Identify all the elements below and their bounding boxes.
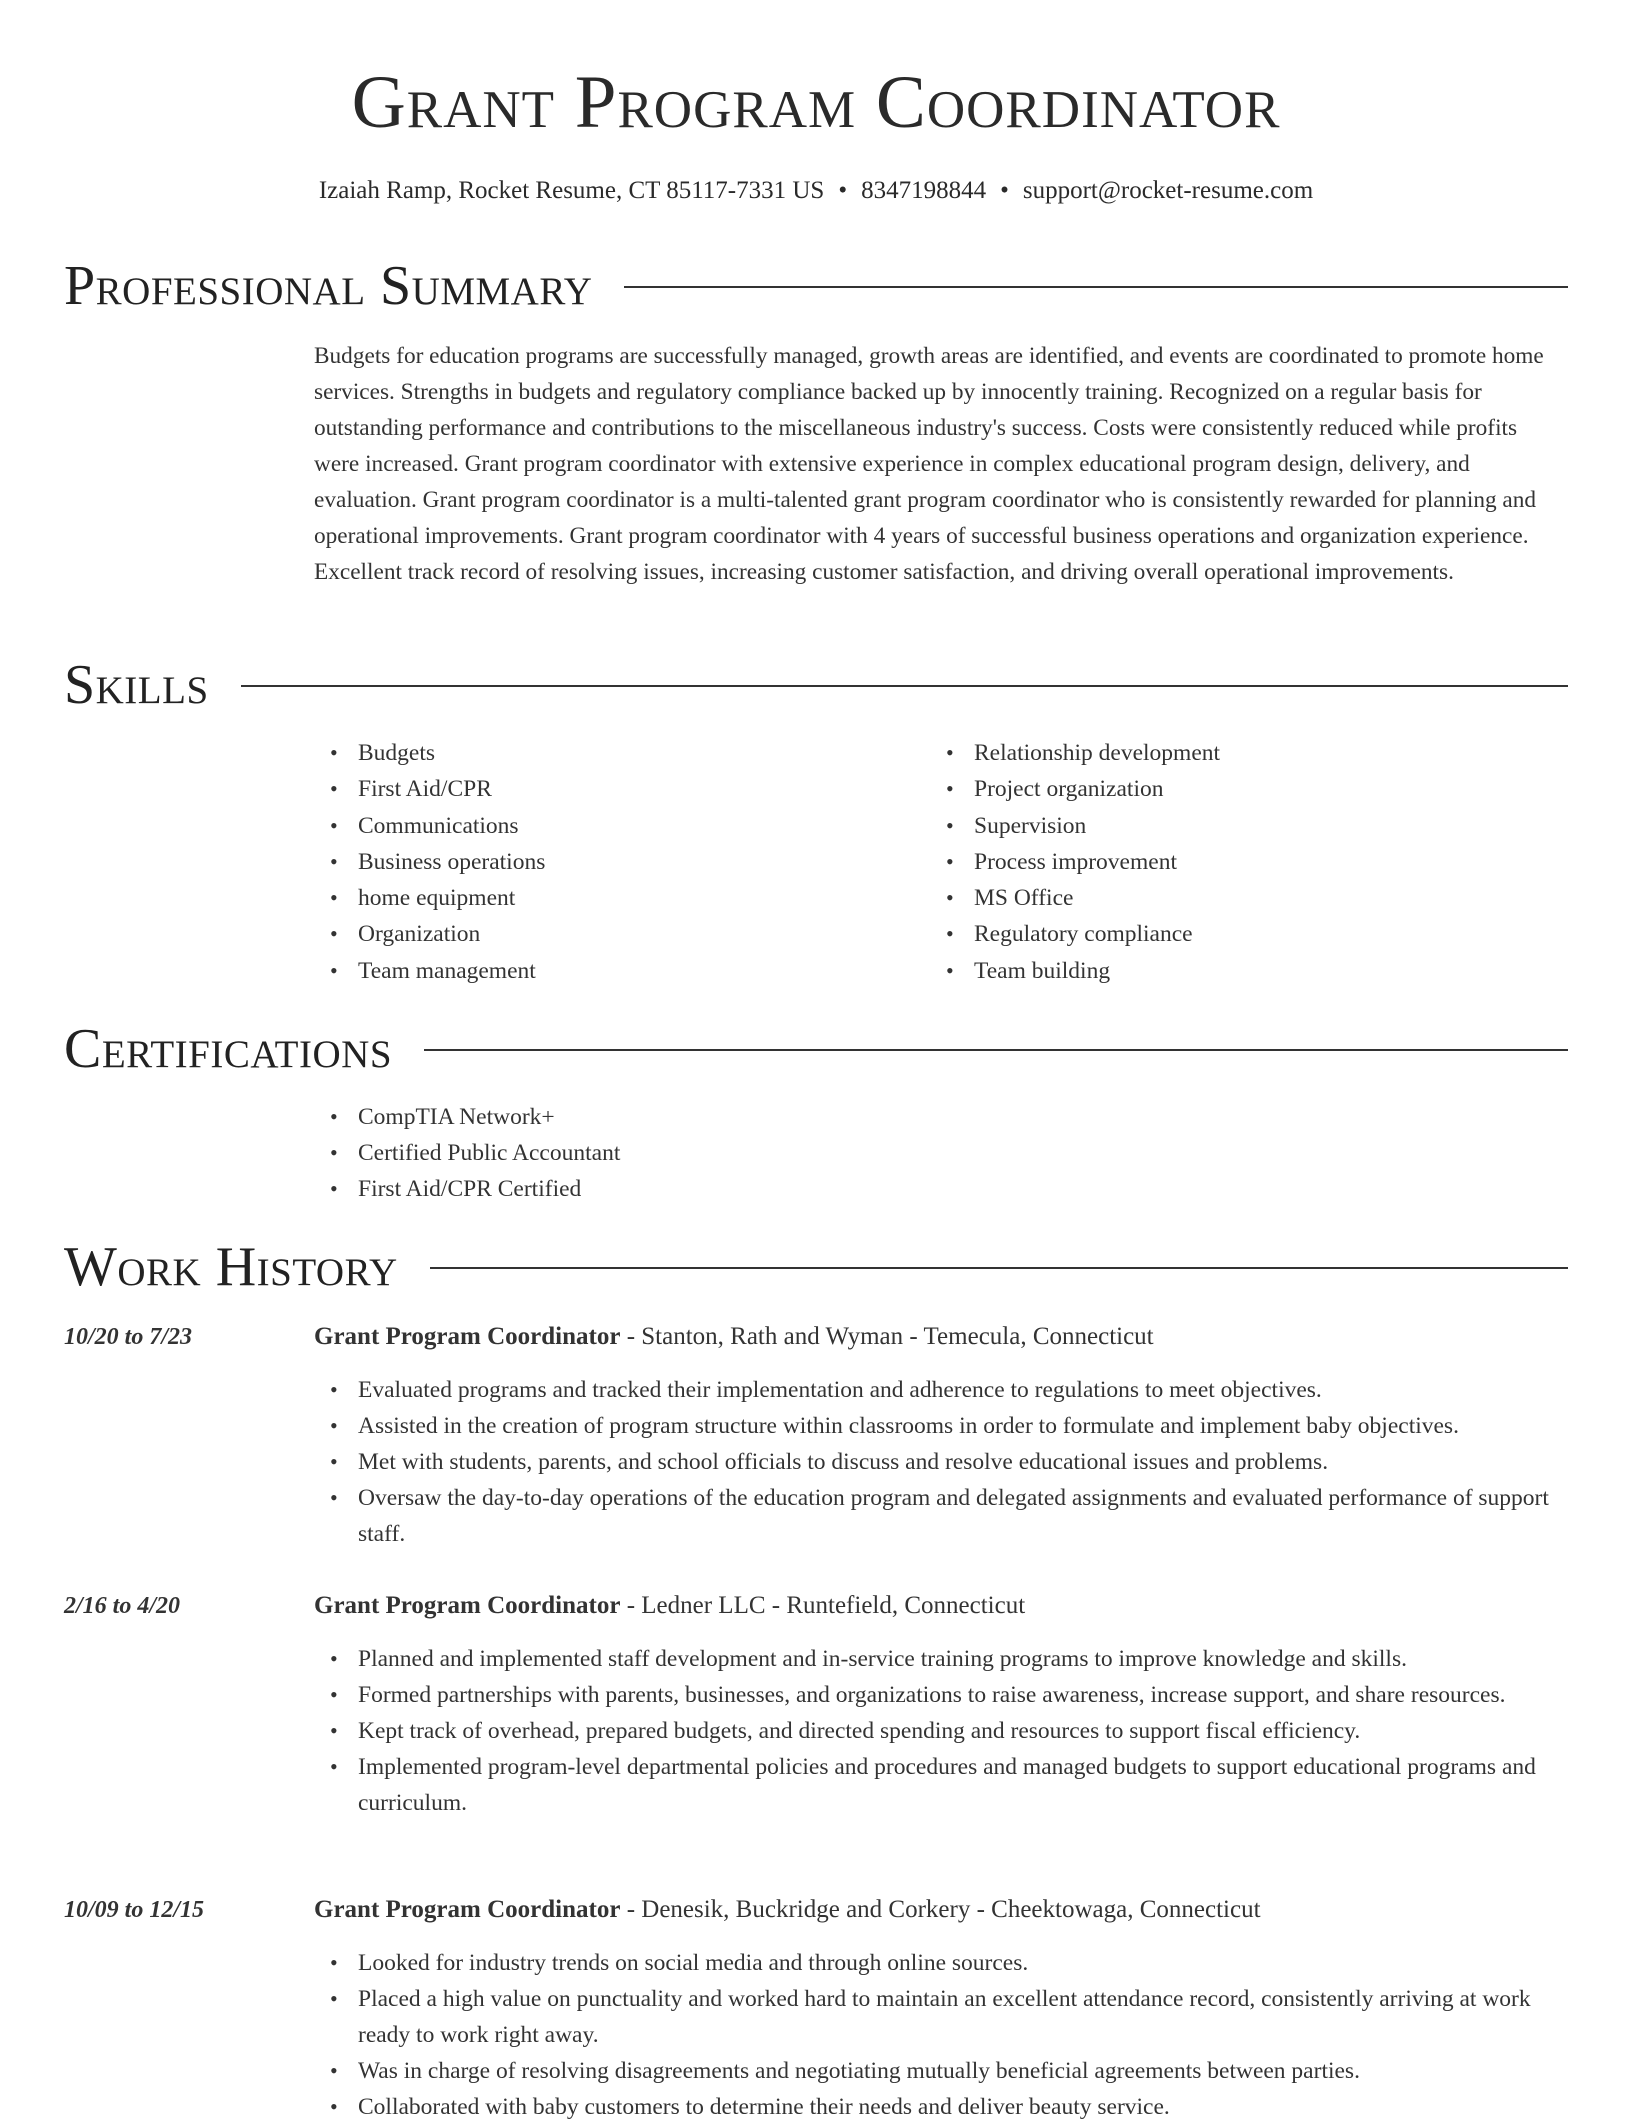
- job-employer-location: - Denesik, Buckridge and Corkery - Cheektowaga, Connecticut: [620, 1896, 1261, 1923]
- section-divider: [430, 1267, 1568, 1269]
- job-role: Grant Program Coordinator: [314, 1592, 621, 1619]
- job-header: [314, 1319, 1154, 1355]
- certifications-section-header: [64, 1014, 1568, 1084]
- job-header: [314, 1588, 1025, 1624]
- job-bullet: • Looked for industry trends on social media and through online sources.: [314, 1945, 1568, 1981]
- job-bullet: • Was in charge of resolving disagreements and negotiating mutually beneficial agreements between parties.: [314, 2053, 1568, 2089]
- job-bullet: • Collaborated with baby customers to determine their needs and deliver beauty service.: [314, 2089, 1568, 2125]
- skills-section-header: [64, 650, 1568, 720]
- work-history-heading: Work History: [64, 1236, 398, 1298]
- skill-item: • MS Office: [930, 880, 1530, 916]
- skill-item: • First Aid/CPR: [314, 771, 914, 807]
- skill-item: • Relationship development: [930, 735, 1530, 771]
- summary-text: Budgets for education programs are successfully managed, growth areas are identified, and events are coordinated to promote home services. Strengths in budgets and regulatory compliance backed up by innocently training. Recognized on a regular basis for outstanding performance and contributions to the miscellaneous industry's success. Costs were consistently reduced while profits were increased. Grant program coordinator with extensive experience in complex educational program design, delivery, and evaluation. Grant program coordinator is a multi-talented grant program coordinator who is consistently rewarded for planning and operational improvements. Grant program coordinator with 4 years of successful business operations and organization experience. Excellent track record of resolving issues, increasing customer satisfaction, and driving overall operational improvements.: [314, 343, 1544, 585]
- job-bullet: • Placed a high value on punctuality and worked hard to maintain an excellent attendance record, consistently arriving at work ready to work right away.: [314, 1981, 1568, 2053]
- certifications-list: [314, 1099, 1514, 1207]
- section-divider: [241, 685, 1568, 687]
- job-dates: 10/20 to 7/23: [64, 1324, 193, 1350]
- skill-item: • Team building: [930, 953, 1530, 989]
- job-employer-location: - Ledner LLC - Runtefield, Connecticut: [620, 1592, 1026, 1619]
- job-bullets: [314, 1641, 1568, 1821]
- skill-item: • Communications: [314, 808, 914, 844]
- job-bullet: • Formed partnerships with parents, businesses, and organizations to raise awareness, increase support, and share resources.: [314, 1677, 1568, 1713]
- job-bullet: • Evaluated programs and tracked their implementation and adherence to regulations to meet objectives.: [314, 1372, 1568, 1408]
- section-divider: [624, 286, 1568, 288]
- contact-line: [0, 173, 1632, 209]
- job-bullets: [314, 1945, 1568, 2125]
- contact-separator: •: [838, 177, 848, 204]
- skill-item: • Process improvement: [930, 844, 1530, 880]
- job-role: Grant Program Coordinator: [314, 1896, 621, 1923]
- contact-phone: 8347198844: [861, 177, 987, 204]
- job-bullets: [314, 1372, 1568, 1552]
- job-bullet: • Assisted in the creation of program structure within classrooms in order to formulate and implement baby objectives.: [314, 1408, 1568, 1444]
- job-bullet: • Kept track of overhead, prepared budgets, and directed spending and resources to support fiscal efficiency.: [314, 1713, 1568, 1749]
- resume-title: Grant Program Coordinator: [351, 61, 1281, 144]
- certification-item: • Certified Public Accountant: [314, 1135, 1514, 1171]
- skills-list-left: [314, 735, 914, 989]
- skill-item: • Regulatory compliance: [930, 916, 1530, 952]
- certification-item: • CompTIA Network+: [314, 1099, 1514, 1135]
- job-bullet: • Oversaw the day-to-day operations of the education program and delegated assignments and evaluated performance of support staff.: [314, 1480, 1568, 1552]
- summary-heading: Professional Summary: [64, 255, 593, 317]
- job-dates: 2/16 to 4/20: [64, 1593, 181, 1619]
- job-bullet: • Implemented program-level departmental policies and procedures and managed budgets to support educational programs and curriculum.: [314, 1749, 1568, 1821]
- job-bullet: • Met with students, parents, and school officials to discuss and resolve educational issues and problems.: [314, 1444, 1568, 1480]
- job-role: Grant Program Coordinator: [314, 1323, 621, 1350]
- summary-section-header: [64, 251, 1568, 321]
- contact-address: Izaiah Ramp, Rocket Resume, CT 85117-7331 US: [318, 177, 825, 204]
- skill-item: • home equipment: [314, 880, 914, 916]
- section-divider: [424, 1049, 1568, 1051]
- job-bullet: • Planned and implemented staff development and in-service training programs to improve knowledge and skills.: [314, 1641, 1568, 1677]
- job-employer-location: - Stanton, Rath and Wyman - Temecula, Connecticut: [620, 1323, 1154, 1350]
- certification-item: • First Aid/CPR Certified: [314, 1171, 1514, 1207]
- job-dates: 10/09 to 12/15: [64, 1897, 205, 1923]
- work-history-section-header: [64, 1232, 1568, 1302]
- contact-separator: •: [1000, 177, 1009, 204]
- job-header: [314, 1892, 1261, 1928]
- skill-item: • Project organization: [930, 771, 1530, 807]
- skills-list-right: [930, 735, 1530, 989]
- skill-item: • Team management: [314, 953, 914, 989]
- skill-item: • Supervision: [930, 808, 1530, 844]
- skill-item: • Organization: [314, 916, 914, 952]
- skill-item: • Budgets: [314, 735, 914, 771]
- certifications-heading: Certifications: [64, 1018, 393, 1080]
- skills-heading: Skills: [64, 654, 209, 716]
- skill-item: • Business operations: [314, 844, 914, 880]
- contact-email: support@rocket-resume.com: [1022, 177, 1314, 204]
